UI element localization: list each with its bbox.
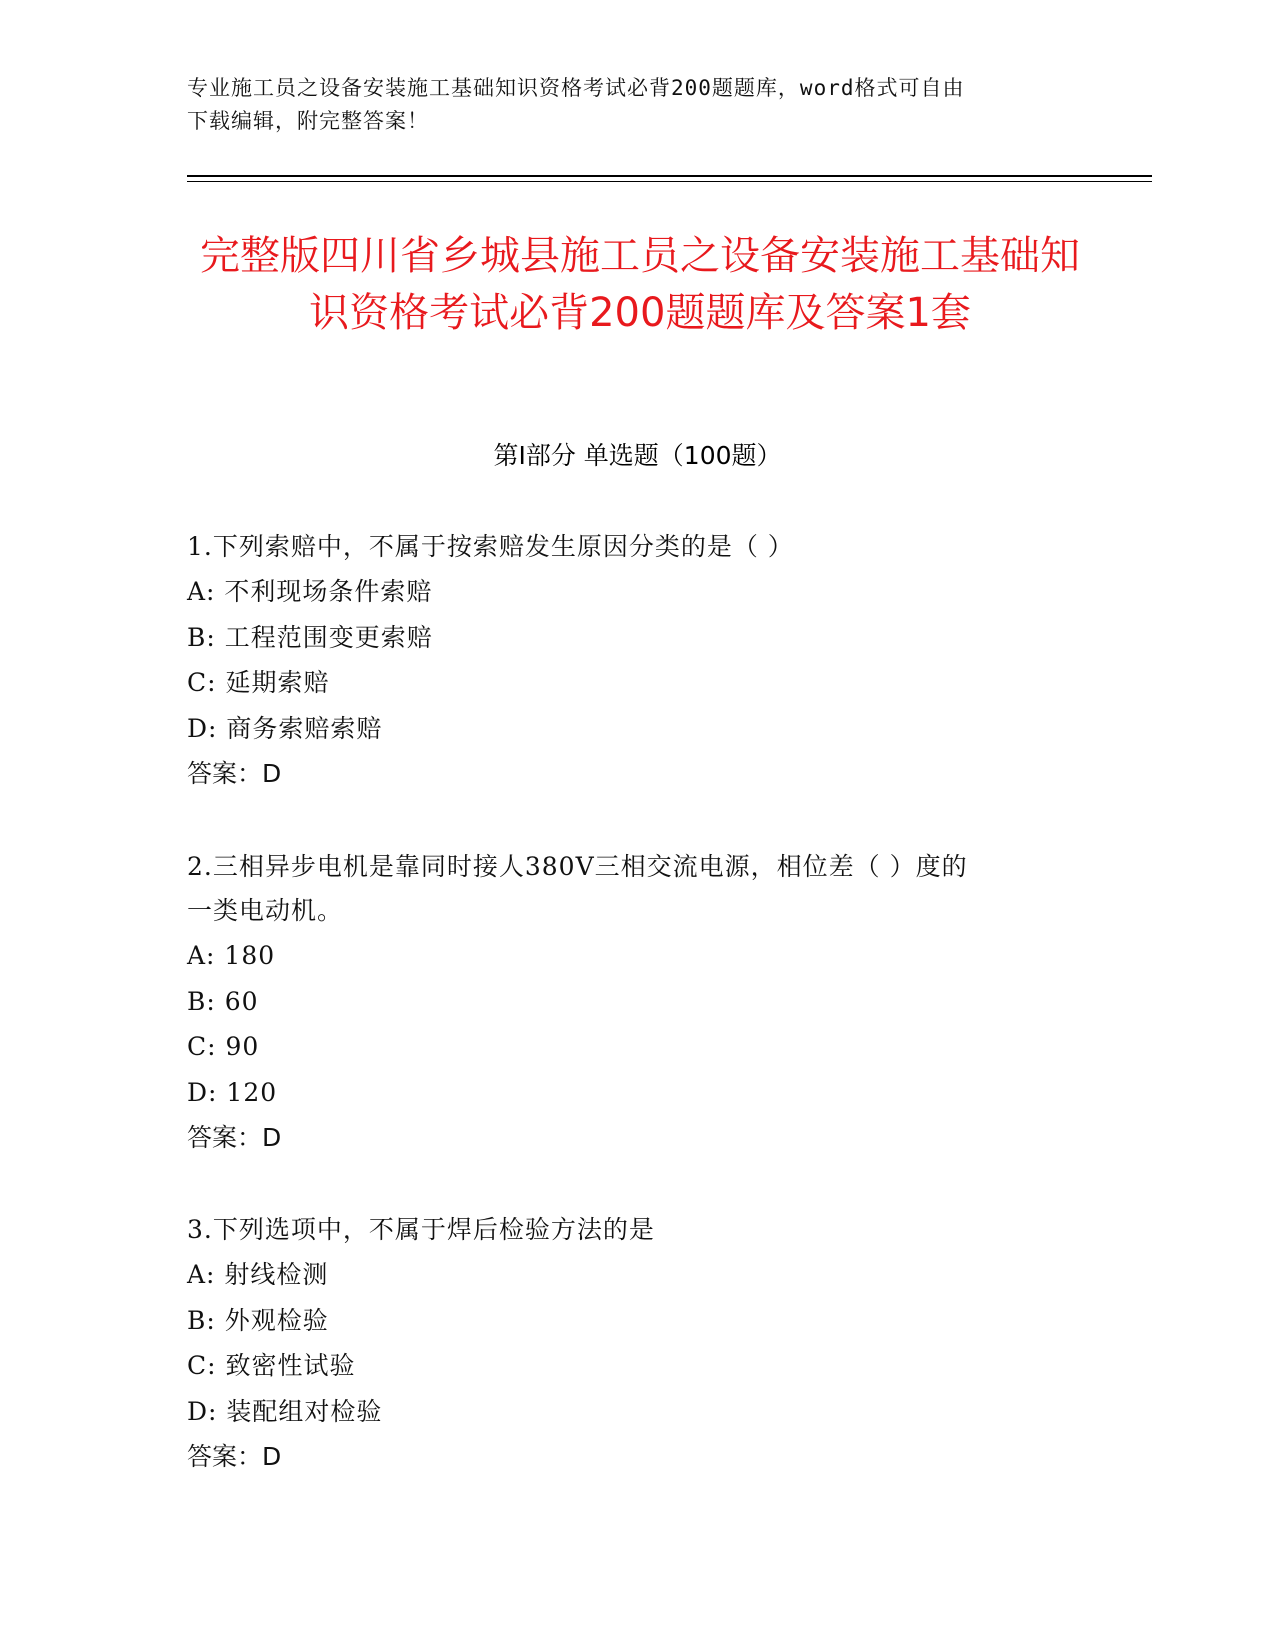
question-3 [187,1208,1087,1480]
option-b: B: 60 [187,986,259,1016]
header-note [187,72,1067,138]
option-a: A: 180 [187,941,276,970]
question-2 [187,845,1087,1161]
option-b: B: 工程范围变更索赔 [187,622,433,652]
option-d: D: 装配组对检验 [187,1396,383,1426]
header-note-line-2: 下载编辑，附完整答案！ [187,109,429,133]
option-c: C: 90 [187,1032,260,1061]
answer: 答案：D [187,1442,282,1471]
header-note-line-1: 专业施工员之设备安装施工基础知识资格考试必背200题题库，word格式可自由 [187,76,965,100]
question-1 [187,525,1087,797]
header-divider-thin [187,181,1152,182]
question-stem-line-2: 一类电动机。 [187,896,344,925]
option-a: A: 不利现场条件索赔 [187,577,433,606]
option-a: A: 射线检测 [187,1260,329,1289]
document-title: 完整版四川省乡城县施工员之设备安装施工基础知识资格考试必背200题题库及答案1套 [200,233,1080,336]
option-d: D: 120 [187,1077,278,1107]
option-b: B: 外观检验 [187,1305,329,1335]
option-c: C: 延期索赔 [187,668,330,697]
answer: 答案：D [187,759,282,788]
answer: 答案：D [187,1123,282,1152]
question-stem: 1.下列索赔中，不属于按索赔发生原因分类的是（ ） [187,532,794,561]
question-stem: 3.下列选项中，不属于焊后检验方法的是 [187,1215,655,1244]
option-d: D: 商务索赔索赔 [187,713,383,743]
header-divider-thick [187,175,1152,177]
option-c: C: 致密性试验 [187,1351,356,1380]
section-title: 第Ⅰ部分 单选题（100题） [493,441,782,470]
question-stem-line-1: 2.三相异步电机是靠同时接人380V三相交流电源，相位差（ ）度的 [187,852,968,881]
